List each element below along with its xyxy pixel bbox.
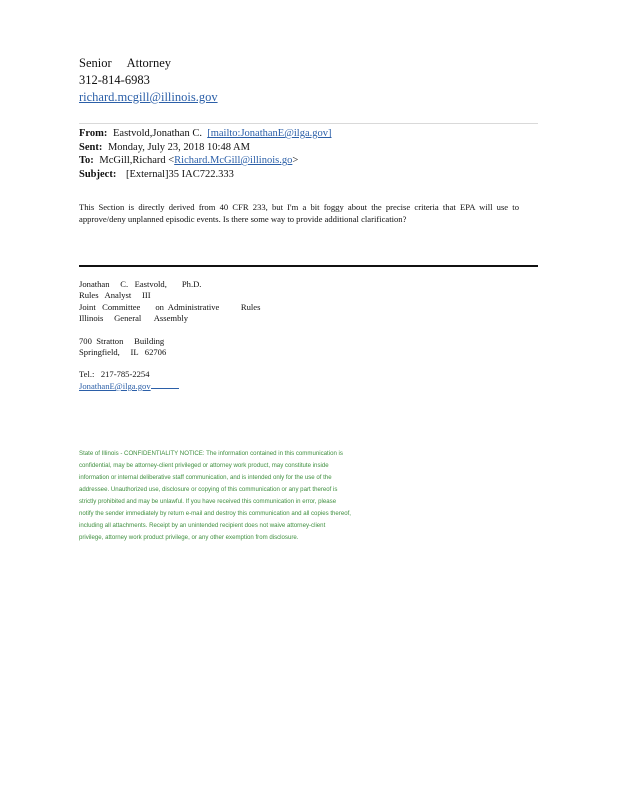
header-from-row bbox=[79, 127, 332, 141]
spacer bbox=[79, 325, 260, 336]
sig-email-link[interactable]: JonathanE@ilga.gov bbox=[79, 380, 151, 391]
sender-signature-block bbox=[79, 279, 260, 392]
sig-tel: Tel.: 217-785-2254 bbox=[79, 369, 150, 380]
from-label: From: bbox=[79, 128, 108, 139]
signature-email[interactable]: richard.mcgill@illinois.gov bbox=[79, 90, 218, 104]
subject-value: [External]35 IAC722.333 bbox=[125, 168, 234, 180]
subject-label: Subject: bbox=[79, 168, 117, 180]
sent-value: Monday, July 23, 2018 10:48 AM bbox=[107, 141, 250, 153]
sig-address-line1: 700 Stratton Building bbox=[79, 335, 165, 346]
to-label: To: bbox=[79, 155, 94, 166]
confidentiality-notice: State of Illinois - CONFIDENTIALITY NOTICE: The information contained in this communication is confidential, may be attorney-client privileged or attorney work product, may constitute inside information or internal deliberative staff communication, and is intended only for the use of the addressee. Unauthorized use, disclosure or copying of this communication or any part thereof is strictly prohibited and may be unlawful. If you have received this communication in error, please notify the sender immediately by return e-mail and destroy this communication and all copies thereof, including all attachments. Receipt by an unintended recipient does not waive attorney-client privilege, attorney work product privilege, or any other exemption from disclosure. bbox=[79, 450, 351, 541]
signature-title: Senior Attorney bbox=[79, 56, 172, 70]
header-to-row bbox=[79, 154, 332, 168]
to-close-bracket: > bbox=[292, 155, 299, 166]
sig-address-line2: Springfield, IL 62706 bbox=[79, 347, 167, 358]
sig-committee-line2: Illinois General Assembly bbox=[79, 313, 189, 324]
to-email-link[interactable]: Richard.McGill@illinois.go bbox=[174, 155, 293, 166]
from-name: Eastvold,Jonathan C. bbox=[113, 128, 205, 139]
from-mailto-link[interactable]: [mailto:JonathanE@ilga.gov] bbox=[207, 128, 332, 139]
sig-committee-line1: Joint Committee on Administrative Rules bbox=[79, 301, 261, 312]
sig-email-row[interactable] bbox=[79, 381, 260, 392]
sig-role: Rules Analyst III bbox=[79, 290, 151, 301]
signature-divider bbox=[79, 265, 538, 267]
signature-email-link[interactable] bbox=[79, 89, 218, 106]
email-header bbox=[79, 127, 332, 181]
header-sent-row bbox=[79, 141, 332, 155]
spacer bbox=[79, 358, 260, 369]
sig-name: Jonathan C. Eastvold, Ph.D. bbox=[79, 279, 202, 289]
sent-label: Sent: bbox=[79, 141, 103, 153]
to-name: McGill,Richard < bbox=[99, 155, 175, 166]
link-underline-extension bbox=[151, 387, 179, 389]
signature-phone: 312-814-6983 bbox=[79, 73, 150, 87]
header-divider bbox=[79, 123, 538, 124]
sender-signature-top bbox=[79, 55, 218, 106]
email-body: This Section is directly derived from 40 CFR 233, but I'm a bit foggy about the precise criteria that EPA will use to approve/deny unplanned episodic events. Is there some way to provide additional clarification? bbox=[79, 202, 519, 224]
header-subject-row bbox=[79, 168, 332, 182]
